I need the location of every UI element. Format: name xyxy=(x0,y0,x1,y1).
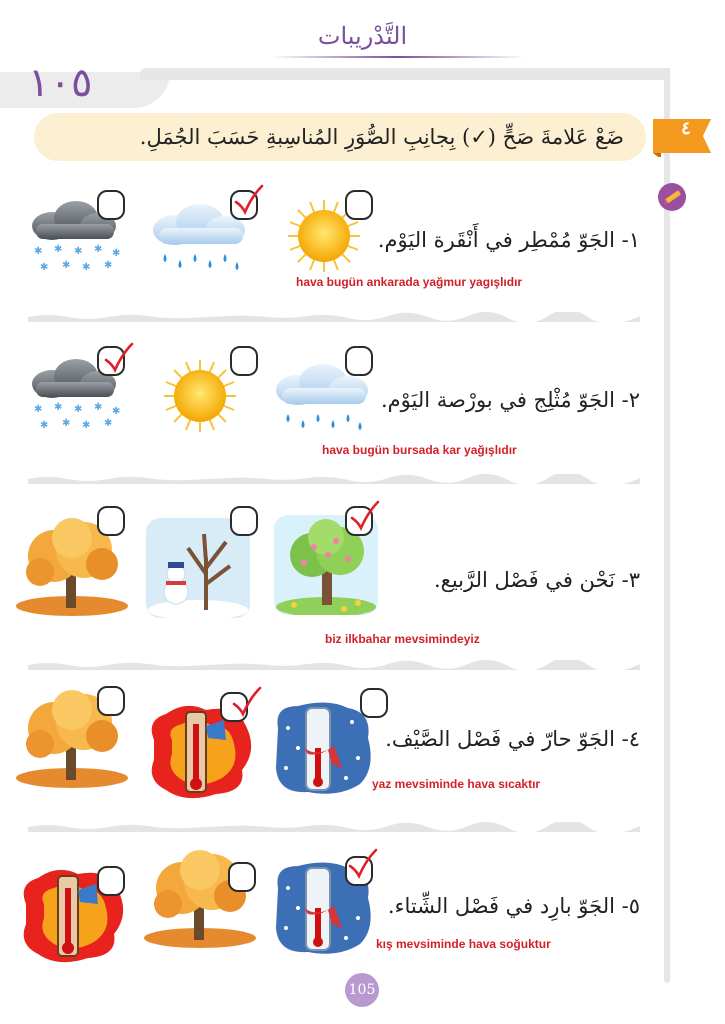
translation-4: yaz mevsiminde hava sıcaktır xyxy=(372,777,541,791)
torn-paper-divider xyxy=(28,474,640,484)
checkmark-icon xyxy=(232,184,264,216)
instruction-text: ضَعْ عَلامةَ صَحٍّ (✓) بِجانِبِ الصُّوَرِ المُناسِبةِ حَسَبَ الجُمَلِ. xyxy=(139,125,624,149)
torn-paper-divider xyxy=(28,822,640,832)
check-box-winter-tree[interactable] xyxy=(230,506,258,536)
checkmark-icon xyxy=(348,500,380,532)
sentence-5: ٥- الجَوّ بارِد في فَصْل الشِّتاء. xyxy=(387,894,640,918)
check-box-sun[interactable] xyxy=(230,346,258,376)
checkmark-icon xyxy=(102,342,134,374)
check-box-autumn-tree[interactable] xyxy=(97,506,125,536)
page-number-top: ١٠٥ xyxy=(28,60,93,106)
check-box-sun[interactable] xyxy=(345,190,373,220)
title-underline xyxy=(270,56,525,58)
sentence-3: ٣- نَحْن في فَصْل الرَّبيع. xyxy=(433,568,640,592)
sentence-2: ٢- الجَوّ مُثْلِج في بورْصة اليَوْم. xyxy=(380,388,640,412)
page-number-bottom: 105 xyxy=(345,973,379,1007)
checkmark-icon xyxy=(346,848,378,880)
torn-paper-divider xyxy=(28,312,640,322)
exercise-number: ٤ xyxy=(681,118,691,139)
translation-5: kış mevsiminde hava soğuktur xyxy=(376,937,551,951)
instruction-box xyxy=(34,113,646,161)
translation-2: hava bugün bursada kar yağışlıdır xyxy=(322,443,517,457)
check-box-autumn-tree[interactable] xyxy=(97,686,125,716)
check-box-hot-thermometer[interactable] xyxy=(97,866,125,896)
check-box-autumn-tree[interactable] xyxy=(228,862,256,892)
sun-icon xyxy=(160,356,240,436)
torn-paper-divider xyxy=(28,660,640,670)
translation-1: hava bugün ankarada yağmur yagışlıdır xyxy=(296,275,523,289)
checkmark-icon xyxy=(230,686,262,718)
page-title: التَّدْريبات xyxy=(317,22,408,50)
pencil-icon xyxy=(657,182,687,212)
check-box-cold-thermometer[interactable] xyxy=(360,688,388,718)
translation-3: biz ilkbahar mevsimindeyiz xyxy=(325,632,480,646)
sentence-1: ١- الجَوّ مُمْطِر في أَنْقَرة اليَوْم. xyxy=(377,228,640,252)
check-box-rain-cloud[interactable] xyxy=(345,346,373,376)
page-frame-top xyxy=(140,68,668,80)
sentence-4: ٤- الجَوّ حارّ في فَصْل الصَّيْف. xyxy=(385,727,640,751)
check-box-snow-cloud[interactable] xyxy=(97,190,125,220)
